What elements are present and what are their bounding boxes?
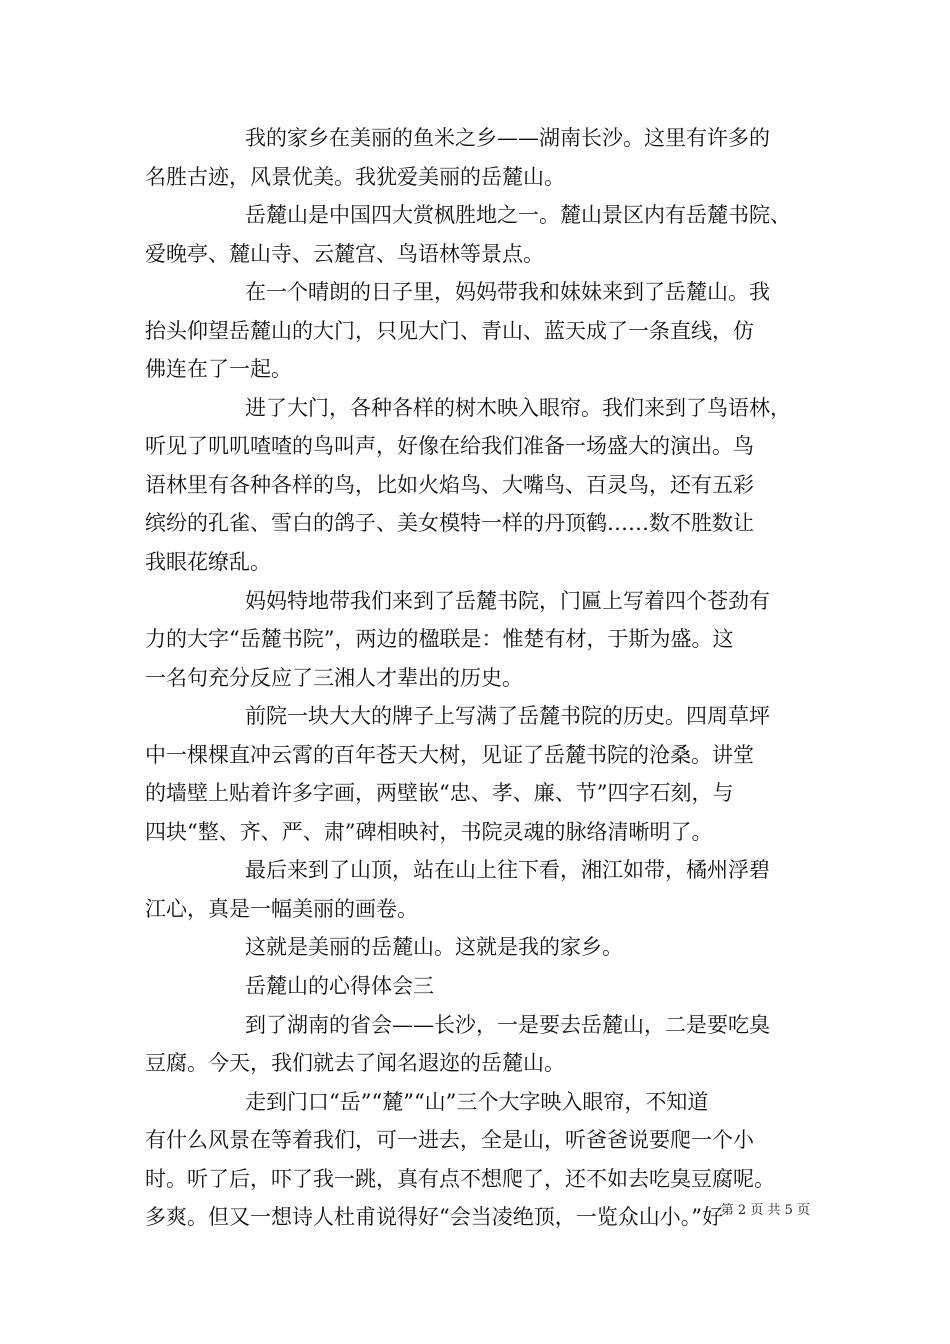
text-line: 听见了叽叽喳喳的鸟叫声，好像在给我们准备一场盛大的演出。鸟 [145, 434, 754, 459]
text-line: 这就是美丽的岳麓山。这就是我的家乡。 [245, 935, 623, 960]
text-line: 四块“整、齐、严、肃”碑相映衬，书院灵魂的脉络清晰明了。 [145, 819, 713, 844]
text-line: 豆腐。今天，我们就去了闻名遐迩的岳麓山。 [145, 1051, 565, 1076]
text-line: 时。听了后，吓了我一跳，真有点不想爬了，还不如去吃臭豆腐呢。 [145, 1166, 775, 1191]
page-number-footer: 第 2 页 共 5 页 [720, 1203, 810, 1218]
text-line: 的墙壁上贴着许多字画，两壁嵌“忠、孝、廉、节”四字石刻，与 [145, 781, 734, 806]
text-line: 缤纷的孔雀、雪白的鸽子、美女模特一样的丹顶鹤……数不胜数让 [145, 511, 754, 536]
text-line: 妈妈特地带我们来到了岳麓书院，门匾上写着四个苍劲有 [245, 588, 770, 613]
text-line: 最后来到了山顶，站在山上往下看，湘江如带，橘州浮碧 [245, 858, 770, 883]
text-line: 进了大门，各种各样的树木映入眼帘。我们来到了鸟语林， [245, 395, 791, 420]
text-line: 我的家乡在美丽的鱼米之乡——湖南长沙。这里有许多的 [245, 126, 770, 150]
text-line: 江心，真是一幅美丽的画卷。 [145, 896, 418, 921]
text-line: 在一个晴朗的日子里，妈妈带我和妹妹来到了岳麓山。我 [245, 280, 770, 305]
text-line: 前院一块大大的牌子上写满了岳麓书院的历史。四周草坪 [245, 704, 770, 729]
text-line: 多爽。但又一想诗人杜甫说得好“会当凌绝顶，一览众山小。”好 [145, 1205, 723, 1230]
text-line: 到了湖南的省会——长沙，一是要去岳麓山，二是要吃臭 [245, 1012, 770, 1037]
text-line: 力的大字“岳麓书院”，两边的楹联是：惟楚有材，于斯为盛。这 [145, 627, 734, 652]
text-line: 一名句充分反应了三湘人才辈出的历史。 [145, 665, 523, 690]
text-line: 抬头仰望岳麓山的大门，只见大门、青山、蓝天成了一条直线，仿 [145, 318, 754, 343]
text-line: 岳麓山是中国四大赏枫胜地之一。麓山景区内有岳麓书院、 [245, 203, 791, 228]
text-line: 佛连在了一起。 [145, 357, 292, 382]
text-line: 中一棵棵直冲云霄的百年苍天大树，见证了岳麓书院的沧桑。讲堂 [145, 742, 754, 767]
text-line: 爱晚亭、麓山寺、云麓宫、鸟语林等景点。 [145, 241, 544, 266]
text-line: 名胜古迹，风景优美。我犹爱美丽的岳麓山。 [145, 164, 565, 189]
section-heading: 岳麓山的心得体会三 [245, 974, 434, 999]
text-line: 我眼花缭乱。 [145, 550, 271, 575]
article-body [145, 119, 808, 1237]
text-line: 语林里有各种各样的鸟，比如火焰鸟、大嘴鸟、百灵鸟，还有五彩 [145, 472, 754, 497]
text-line: 有什么风景在等着我们，可一进去，全是山，听爸爸说要爬一个小 [145, 1128, 754, 1153]
text-line: 走到门口“岳”“麓”“山”三个大字映入眼帘，不知道 [245, 1089, 709, 1114]
